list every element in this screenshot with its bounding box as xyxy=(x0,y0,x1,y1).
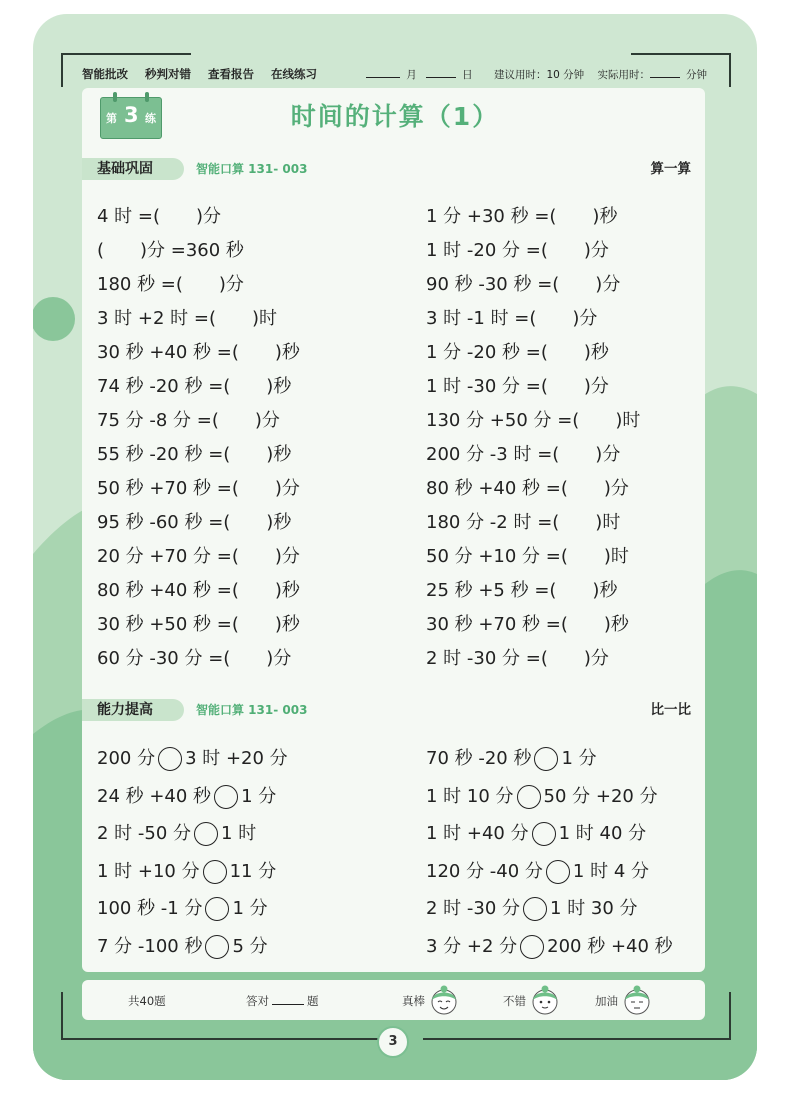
compare-answer-circle[interactable] xyxy=(194,822,218,846)
compare-left-expr: 70 秒 -20 秒 xyxy=(426,748,532,769)
section-basic-tab: 基础巩固 xyxy=(82,158,184,180)
compare-question xyxy=(426,820,646,848)
compare-left-expr: 2 时 -30 分 xyxy=(426,898,521,920)
feature-menu xyxy=(82,66,330,82)
section-advanced-tab: 能力提高 xyxy=(82,699,184,721)
rating-cheer-label: 加油 xyxy=(595,994,618,1008)
compare-question xyxy=(426,858,649,886)
compare-answer-circle[interactable] xyxy=(158,747,182,771)
compare-left-expr: 200 分 xyxy=(97,748,156,769)
basic-question[interactable]: ( )分 =360 秒 xyxy=(97,240,244,261)
basic-question[interactable]: 130 分 +50 分 =( )时 xyxy=(426,410,641,431)
compare-question xyxy=(97,933,268,961)
basic-question[interactable]: 20 分 +70 分 =( )分 xyxy=(97,546,300,567)
compare-right-expr: 5 分 xyxy=(232,936,268,957)
compare-answer-circle[interactable] xyxy=(214,785,238,809)
compare-left-expr: 100 秒 -1 分 xyxy=(97,898,203,920)
badge-suffix: 练 xyxy=(145,112,156,125)
suggested-time: 建议用时：10 分钟 xyxy=(493,69,585,81)
page-title: 时间的计算（1） xyxy=(290,102,500,131)
rating-good-label: 不错 xyxy=(503,994,526,1008)
compare-question xyxy=(97,820,256,848)
score-footer xyxy=(82,980,705,1020)
compare-left-expr: 3 分 +2 分 xyxy=(426,936,518,957)
menu-item-instant-check[interactable]: 秒判对错 xyxy=(145,67,192,81)
date-time-meta xyxy=(360,66,707,82)
section-basic-instruction: 算一算 xyxy=(650,161,691,177)
great-face-icon[interactable] xyxy=(429,984,459,1016)
date-day-label: 日 xyxy=(462,69,473,81)
compare-question xyxy=(97,783,276,811)
basic-question[interactable]: 1 分 -20 秒 =( )秒 xyxy=(426,342,609,363)
basic-question[interactable]: 55 秒 -20 秒 =( )秒 xyxy=(97,444,292,465)
basic-question[interactable]: 75 分 -8 分 =( )分 xyxy=(97,410,280,431)
compare-question xyxy=(426,783,658,811)
compare-answer-circle[interactable] xyxy=(534,747,558,771)
basic-question[interactable]: 180 分 -2 时 =( )时 xyxy=(426,512,621,533)
compare-left-expr: 24 秒 +40 秒 xyxy=(97,785,212,807)
compare-right-expr: 1 分 xyxy=(241,785,277,807)
basic-question[interactable]: 3 时 +2 时 =( )时 xyxy=(97,308,277,329)
compare-right-expr: 200 秒 +40 秒 xyxy=(547,936,673,957)
compare-right-expr: 3 时 +20 分 xyxy=(185,748,288,769)
basic-question[interactable]: 180 秒 =( )分 xyxy=(97,274,244,295)
menu-item-online-practice[interactable]: 在线练习 xyxy=(271,67,318,81)
compare-answer-circle[interactable] xyxy=(205,935,229,959)
basic-question[interactable]: 2 时 -30 分 =( )分 xyxy=(426,648,609,669)
basic-question[interactable]: 1 分 +30 秒 =( )秒 xyxy=(426,206,618,227)
compare-question xyxy=(426,895,638,923)
section-basic-code[interactable]: 智能口算 131- 003 xyxy=(196,162,308,176)
compare-left-expr: 2 时 -50 分 xyxy=(97,823,192,845)
compare-left-expr: 1 时 +10 分 xyxy=(97,860,200,882)
basic-question[interactable]: 30 秒 +40 秒 =( )秒 xyxy=(97,342,300,363)
date-month-label: 月 xyxy=(406,69,417,81)
badge-number: 3 xyxy=(124,103,139,127)
compare-left-expr: 7 分 -100 秒 xyxy=(97,936,203,957)
basic-question[interactable]: 90 秒 -30 秒 =( )分 xyxy=(426,274,621,295)
basic-question[interactable]: 3 时 -1 时 =( )分 xyxy=(426,308,598,329)
compare-left-expr: 1 时 +40 分 xyxy=(426,823,529,845)
basic-question[interactable]: 50 分 +10 分 =( )时 xyxy=(426,546,629,567)
basic-question[interactable]: 30 秒 +50 秒 =( )秒 xyxy=(97,614,300,635)
correct-suffix: 题 xyxy=(307,994,319,1008)
correct-prefix: 答对 xyxy=(246,994,269,1008)
compare-left-expr: 1 时 10 分 xyxy=(426,785,514,807)
basic-question[interactable]: 30 秒 +70 秒 =( )秒 xyxy=(426,614,629,635)
compare-right-expr: 1 时 40 分 xyxy=(558,823,647,845)
total-questions: 共40题 xyxy=(128,994,166,1008)
compare-answer-circle[interactable] xyxy=(523,897,547,921)
section-advanced-code[interactable]: 智能口算 131- 003 xyxy=(196,703,308,717)
basic-question[interactable]: 80 秒 +40 秒 =( )秒 xyxy=(97,580,300,601)
compare-right-expr: 1 时 30 分 xyxy=(550,898,638,920)
compare-answer-circle[interactable] xyxy=(520,935,544,959)
compare-answer-circle[interactable] xyxy=(532,822,556,846)
compare-question xyxy=(97,745,288,773)
basic-question[interactable]: 25 秒 +5 秒 =( )秒 xyxy=(426,580,618,601)
compare-answer-circle[interactable] xyxy=(546,860,570,884)
compare-answer-circle[interactable] xyxy=(517,785,541,809)
basic-question[interactable]: 80 秒 +40 秒 =( )分 xyxy=(426,478,629,499)
compare-question xyxy=(426,745,597,773)
top-bar xyxy=(82,66,707,84)
basic-question[interactable]: 74 秒 -20 秒 =( )秒 xyxy=(97,376,292,397)
basic-question[interactable]: 95 秒 -60 秒 =( )秒 xyxy=(97,512,292,533)
compare-right-expr: 1 分 xyxy=(232,898,268,920)
basic-question[interactable]: 1 时 -20 分 =( )分 xyxy=(426,240,609,261)
actual-time-label: 实际用时： xyxy=(597,69,650,81)
compare-right-expr: 1 时 xyxy=(221,823,257,845)
basic-question[interactable]: 4 时 =( )分 xyxy=(97,206,222,227)
page-number: 3 xyxy=(377,1026,409,1058)
badge-prefix: 第 xyxy=(106,112,117,125)
rating-great-label: 真棒 xyxy=(402,994,425,1008)
compare-answer-circle[interactable] xyxy=(205,897,229,921)
compare-question xyxy=(426,933,673,961)
compare-left-expr: 120 分 -40 分 xyxy=(426,860,543,882)
menu-item-view-report[interactable]: 查看报告 xyxy=(208,67,255,81)
section-advanced-instruction: 比一比 xyxy=(650,702,691,718)
compare-right-expr: 1 分 xyxy=(561,748,597,769)
compare-question xyxy=(97,858,276,886)
basic-question[interactable]: 60 分 -30 分 =( )分 xyxy=(97,648,292,669)
compare-question xyxy=(97,895,268,923)
good-face-icon[interactable] xyxy=(530,984,560,1016)
compare-right-expr: 50 分 +20 分 xyxy=(543,785,658,807)
basic-question[interactable]: 1 时 -30 分 =( )分 xyxy=(426,376,609,397)
basic-question[interactable]: 50 秒 +70 秒 =( )分 xyxy=(97,478,300,499)
compare-answer-circle[interactable] xyxy=(203,860,227,884)
actual-time-unit: 分钟 xyxy=(686,69,707,81)
compare-right-expr: 11 分 xyxy=(229,860,277,882)
compare-right-expr: 1 时 4 分 xyxy=(572,860,649,882)
cheer-face-icon[interactable] xyxy=(622,984,652,1016)
basic-question[interactable]: 200 分 -3 时 =( )分 xyxy=(426,444,621,465)
menu-item-smart-grading[interactable]: 智能批改 xyxy=(82,67,128,81)
